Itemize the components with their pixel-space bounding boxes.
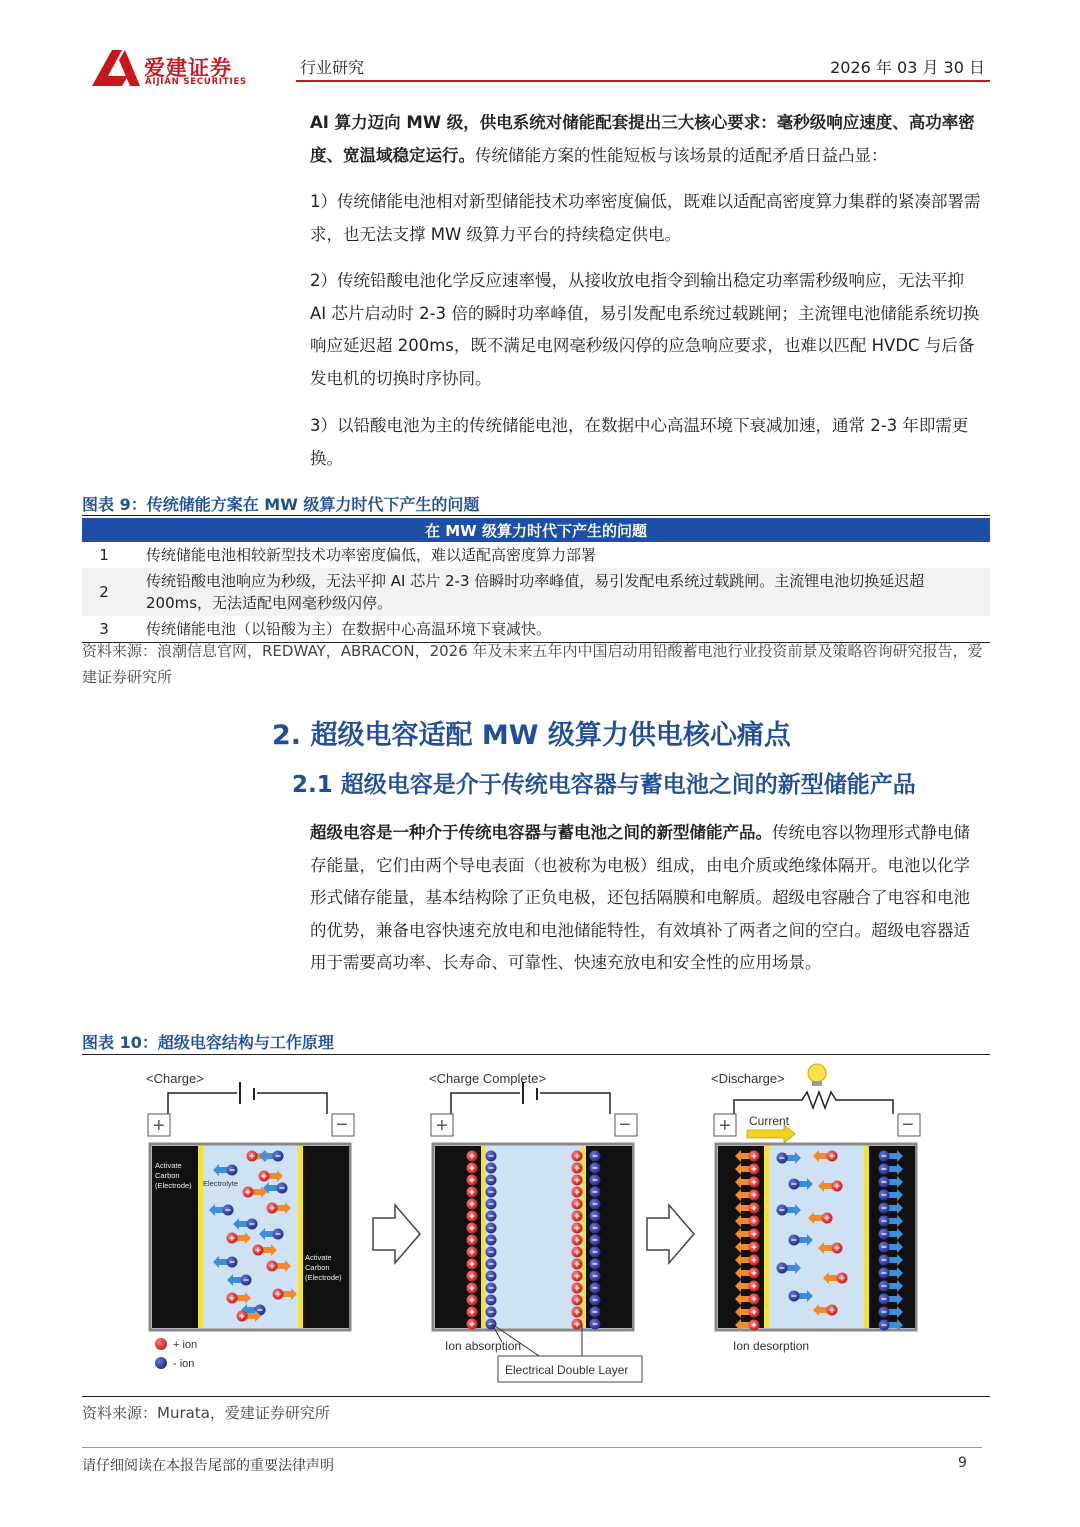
negative-ion-icon bbox=[590, 1319, 601, 1330]
negative-ion-icon bbox=[486, 1271, 497, 1282]
positive-ion-icon bbox=[467, 1319, 478, 1330]
figure-10-source: 资料来源：Murata，爱建证券研究所 bbox=[82, 1404, 330, 1422]
section-rest: 传统电容以物理形式静电储存能量，它们由两个导电表面（也被称为电极）组成，由电介质或绝缘体隔开。电池以化学形式储存能量，基本结构除了正负电极，还包括隔膜和电解质。超级电容融合了电容和电池的优势，兼备电容快速充放电和电池储能特性，有效填补了两者之间的空白。超级电容器适用于需要高功率、长寿命、可靠性、快速充放电和安全性的应用场景。 bbox=[310, 823, 970, 972]
light-bulb-icon bbox=[808, 1064, 826, 1086]
section-heading: 2. 超级电容适配 MW 级算力供电核心痛点 bbox=[272, 720, 791, 751]
process-arrow-icon bbox=[647, 1205, 694, 1263]
positive-terminal: + bbox=[436, 1115, 448, 1137]
legal-notice: 请仔细阅读在本报告尾部的重要法律声明 bbox=[82, 1458, 334, 1474]
positive-ion-icon bbox=[572, 1247, 583, 1258]
point-2: 2）传统铅酸电池化学反应速率慢，从接收放电指令到输出稳定功率需秒级响应，无法平抑 AI 芯片启动时 2-3 倍的瞬时功率峰值，易引发配电系统过载跳闸；主流锂电池储能系统切换响应延迟超 200ms，既不满足电网毫秒级闪停的应急响应要求，也难以匹配 HVDC 与后备发电机的切换时序协同。 bbox=[310, 271, 980, 388]
positive-ion-icon bbox=[467, 1247, 478, 1258]
negative-ion-icon bbox=[486, 1187, 497, 1198]
logo-chinese-name: 爱建证券 bbox=[144, 56, 232, 80]
footer-divider bbox=[82, 1447, 982, 1448]
negative-ion-icon bbox=[486, 1175, 497, 1186]
row-number: 3 bbox=[82, 616, 126, 643]
positive-ion-icon bbox=[467, 1175, 478, 1186]
positive-ion-icon bbox=[572, 1223, 583, 1234]
panel-charge-complete bbox=[431, 1082, 642, 1382]
positive-ion-icon bbox=[467, 1235, 478, 1246]
intro-paragraph bbox=[310, 107, 982, 172]
negative-ion-icon bbox=[486, 1259, 497, 1270]
electrode-label-line: Carbon bbox=[155, 1171, 180, 1180]
positive-ion-icon bbox=[467, 1259, 478, 1270]
negative-ion-icon bbox=[590, 1283, 601, 1294]
row-text: 传统铅酸电池响应为秒级，无法平抑 AI 芯片 2-3 倍瞬时功率峰值，易引发配电系统过载跳闸。主流锂电池切换延迟超 200ms，无法适配电网毫秒级闪停。 bbox=[126, 568, 990, 616]
negative-ion-icon bbox=[486, 1199, 497, 1210]
negative-ion-icon bbox=[486, 1235, 497, 1246]
panel-title-charge: <Charge> bbox=[146, 1071, 204, 1086]
positive-ion-icon bbox=[572, 1283, 583, 1294]
table-header: 在 MW 级算力时代下产生的问题 bbox=[82, 518, 990, 542]
figure-9-title: 图表 9：传统储能方案在 MW 级算力时代下产生的问题 bbox=[82, 495, 480, 514]
positive-ion-icon bbox=[467, 1163, 478, 1174]
row-number: 1 bbox=[99, 546, 109, 564]
positive-ion-icon bbox=[572, 1199, 583, 1210]
header-divider bbox=[296, 80, 990, 82]
figure-10-title: 图表 10：超级电容结构与工作原理 bbox=[82, 1033, 334, 1052]
section-bold: 超级电容是一种介于传统电容器与蓄电池之间的新型储能产品。 bbox=[310, 823, 772, 842]
negative-ion-icon bbox=[486, 1283, 497, 1294]
negative-ion-icon bbox=[590, 1271, 601, 1282]
negative-ion-icon bbox=[486, 1163, 497, 1174]
positive-terminal: + bbox=[719, 1115, 731, 1137]
negative-ion-icon bbox=[590, 1151, 601, 1162]
electrode-label-line: Activate bbox=[305, 1253, 332, 1262]
row-number: 2 bbox=[82, 568, 126, 616]
positive-ion-icon bbox=[572, 1319, 583, 1330]
positive-ion-icon bbox=[572, 1295, 583, 1306]
table-row bbox=[82, 568, 990, 616]
panel-title-discharge: <Discharge> bbox=[711, 1071, 785, 1086]
positive-ion-icon bbox=[467, 1283, 478, 1294]
positive-ion-icon bbox=[572, 1271, 583, 1282]
figure-9-table bbox=[82, 518, 990, 643]
positive-ion-icon bbox=[467, 1295, 478, 1306]
figure-9-rule bbox=[82, 515, 990, 516]
negative-ion-icon bbox=[590, 1247, 601, 1258]
electrical-double-layer-label: Electrical Double Layer bbox=[505, 1363, 629, 1377]
positive-ion-icon bbox=[572, 1151, 583, 1162]
positive-ion-icon bbox=[467, 1211, 478, 1222]
negative-ion-icon bbox=[486, 1211, 497, 1222]
negative-ion-icon bbox=[590, 1223, 601, 1234]
logo-mark-icon bbox=[92, 50, 140, 86]
negative-ion-icon bbox=[590, 1295, 601, 1306]
logo-english-name: AIJIAN SECURITIES bbox=[145, 77, 247, 87]
ion-absorption-label: Ion absorption bbox=[445, 1339, 522, 1353]
row-text: 传统储能电池相较新型技术功率密度偏低，难以适配高密度算力部署 bbox=[146, 546, 597, 564]
panel-charge bbox=[148, 1082, 354, 1370]
positive-ion-icon bbox=[467, 1307, 478, 1318]
negative-ion-icon bbox=[486, 1223, 497, 1234]
negative-ion-icon bbox=[590, 1259, 601, 1270]
company-logo bbox=[92, 50, 262, 90]
row-text: 传统储能电池（以铅酸为主）在数据中心高温环境下衰减快。 bbox=[126, 616, 990, 643]
negative-ion-icon bbox=[590, 1307, 601, 1318]
positive-ion-icon bbox=[467, 1187, 478, 1198]
negative-ion-icon bbox=[590, 1175, 601, 1186]
supercapacitor-diagram bbox=[82, 1058, 990, 1388]
report-date: 2026 年 03 月 30 日 bbox=[830, 58, 985, 77]
positive-ion-icon bbox=[467, 1199, 478, 1210]
positive-ion-icon bbox=[572, 1259, 583, 1270]
positive-ion-icon bbox=[572, 1211, 583, 1222]
negative-ion-icon bbox=[590, 1163, 601, 1174]
electrode-label-line: Activate bbox=[155, 1161, 182, 1170]
section-paragraph bbox=[310, 817, 982, 980]
subsection-heading: 2.1 超级电容是介于传统电容器与蓄电池之间的新型储能产品 bbox=[292, 772, 916, 798]
negative-ion-icon bbox=[486, 1319, 497, 1330]
point-1: 1）传统储能电池相对新型储能技术功率密度偏低，既难以适配高密度算力集群的紧凑部署需求，也无法支撑 MW 级算力平台的持续稳定供电。 bbox=[310, 192, 981, 244]
negative-ion-icon bbox=[486, 1151, 497, 1162]
negative-terminal: − bbox=[902, 1114, 914, 1136]
negative-ion-icon bbox=[486, 1307, 497, 1318]
electrode-label-line: (Electrode) bbox=[155, 1181, 192, 1190]
legend-positive-ion: + ion bbox=[173, 1339, 198, 1351]
negative-ion-icon bbox=[486, 1247, 497, 1258]
positive-ion-icon bbox=[572, 1235, 583, 1246]
positive-ion-icon bbox=[467, 1151, 478, 1162]
current-label: Current bbox=[749, 1114, 790, 1128]
process-arrow-icon bbox=[373, 1205, 420, 1263]
intro-rest: 传统储能方案的性能短板与该场景的适配矛盾日益凸显： bbox=[475, 145, 888, 165]
figure-9-source: 资料来源：浪潮信息官网，REDWAY，ABRACON，2026 年及未来五年内中国启动用铅酸蓄电池行业投资前景及策略咨询研究报告，爱建证券研究所 bbox=[82, 642, 983, 686]
positive-ion-icon bbox=[572, 1307, 583, 1318]
panel-discharge bbox=[714, 1064, 920, 1353]
negative-ion-icon bbox=[590, 1235, 601, 1246]
negative-ion-icon bbox=[590, 1211, 601, 1222]
negative-ion-icon bbox=[590, 1187, 601, 1198]
panel-title-charge-complete: <Charge Complete> bbox=[429, 1071, 547, 1086]
positive-terminal: + bbox=[153, 1115, 165, 1137]
ion-desorption-label: Ion desorption bbox=[733, 1339, 810, 1353]
negative-terminal: − bbox=[336, 1114, 348, 1136]
figure-10-rule bbox=[82, 1054, 990, 1055]
report-category: 行业研究 bbox=[300, 58, 365, 77]
electrode-label-line: (Electrode) bbox=[305, 1273, 342, 1282]
positive-ion-icon bbox=[572, 1175, 583, 1186]
page-number: 9 bbox=[958, 1455, 967, 1471]
negative-ion-icon bbox=[590, 1199, 601, 1210]
figure-10-bottom-rule bbox=[82, 1396, 990, 1397]
negative-ion-icon bbox=[486, 1295, 497, 1306]
positive-ion-icon bbox=[572, 1163, 583, 1174]
positive-ion-icon bbox=[467, 1271, 478, 1282]
table-row bbox=[82, 542, 990, 568]
negative-terminal: − bbox=[619, 1114, 631, 1136]
legend-negative-ion: - ion bbox=[173, 1358, 195, 1370]
electrode-label-line: Carbon bbox=[305, 1263, 330, 1272]
point-3: 3）以铅酸电池为主的传统储能电池，在数据中心高温环境下衰减加速，通常 2-3 年即需更换。 bbox=[310, 416, 969, 468]
electrolyte-label: Electrolyte bbox=[203, 1179, 239, 1188]
positive-ion-icon bbox=[467, 1223, 478, 1234]
positive-ion-icon bbox=[572, 1187, 583, 1198]
intro-bold: AI 算力迈向 MW 级，供电系统对储能配套提出三大核心要求：毫秒级响应速度、高功率密度、宽温域稳定运行。 bbox=[310, 113, 975, 165]
